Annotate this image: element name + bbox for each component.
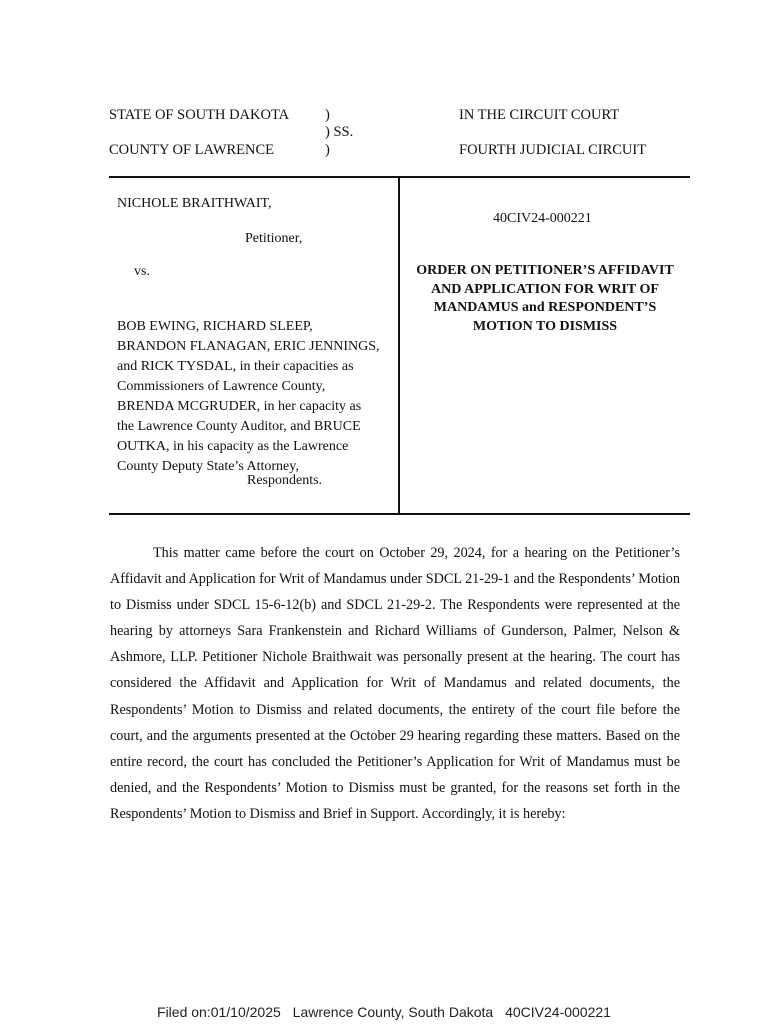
respondents-list xyxy=(117,317,380,477)
respondents-label: Respondents. xyxy=(247,473,323,488)
order-title-line: AND APPLICATION FOR WRIT OF xyxy=(431,281,659,297)
caption-county: COUNTY OF LAWRENCE xyxy=(109,142,275,158)
caption-state: STATE OF SOUTH DAKOTA xyxy=(109,107,290,123)
respondent-line: Commissioners of Lawrence County, xyxy=(117,379,326,394)
order-title-line: ORDER ON PETITIONER’S AFFIDAVIT xyxy=(416,263,674,278)
respondent-line: and RICK TYSDAL, in their capacities as xyxy=(117,359,354,374)
respondent-line: BRENDA MCGRUDER, in her capacity as xyxy=(117,399,362,414)
respondent-line: OUTKA, in his capacity as the Lawrence xyxy=(117,439,349,454)
caption-circuit: FOURTH JUDICIAL CIRCUIT xyxy=(459,142,647,158)
respondent-line: County Deputy State’s Attorney, xyxy=(117,459,299,474)
caption-ss: ) SS. xyxy=(325,124,354,140)
caption-divider xyxy=(398,177,400,514)
caption-court: IN THE CIRCUIT COURT xyxy=(459,107,620,123)
order-title xyxy=(404,262,686,336)
case-number: 40CIV24-000221 xyxy=(493,211,592,226)
caption-bottom-rule xyxy=(109,513,690,515)
respondent-line: BOB EWING, RICHARD SLEEP, xyxy=(117,319,313,334)
respondent-line: the Lawrence County Auditor, and BRUCE xyxy=(117,419,361,434)
versus: vs. xyxy=(134,264,150,279)
order-body-paragraph: This matter came before the court on October 29, 2024, for a hearing on the Petitioner’s Affidavit and Application for Writ of Mandamus under SDCL 21-29-1 and the Respondents’ Motion to Dismiss under SDCL 15-6-12(b) and SDCL 21-29-2. The Respondents were represented at the hearing by attorneys Sara Frankenstein and Richard Williams of Gunderson, Palmer, Nelson & Ashmore, LLP. Petitioner Nichole Braithwait was personally present at the hearing. The court has considered the Affidavit and Application for Writ of Mandamus and related documents, the Respondents’ Motion to Dismiss and related documents, the entirety of the court file before the court, and the arguments presented at the October 29 hearing regarding these matters. Based on the entire record, the court has concluded the Petitioner’s Application for Writ of Mandamus must be denied, and the Respondents’ Motion to Dismiss must be granted, for the reasons set forth in the Respondents’ Motion to Dismiss and Brief in Support. Accordingly, it is hereby: xyxy=(110,545,680,822)
respondent-line: BRANDON FLANAGAN, ERIC JENNINGS, xyxy=(117,339,380,354)
filed-case-number: 40CIV24-000221 xyxy=(505,1004,611,1020)
caption-top-rule xyxy=(109,176,690,178)
petitioner-name: NICHOLE BRAITHWAIT, xyxy=(117,196,272,211)
order-title-line: MOTION TO DISMISS xyxy=(472,318,618,334)
filed-county: Lawrence County, South Dakota xyxy=(292,1004,494,1020)
order-title-line: MANDAMUS and RESPONDENT’S xyxy=(433,300,657,315)
caption-paren-bottom: ) xyxy=(325,142,330,158)
filed-on-label: Filed on:01/10/2025 xyxy=(157,1004,281,1020)
caption-paren-top: ) xyxy=(325,107,330,123)
petitioner-label: Petitioner, xyxy=(245,231,303,246)
filing-footer xyxy=(0,1004,768,1020)
